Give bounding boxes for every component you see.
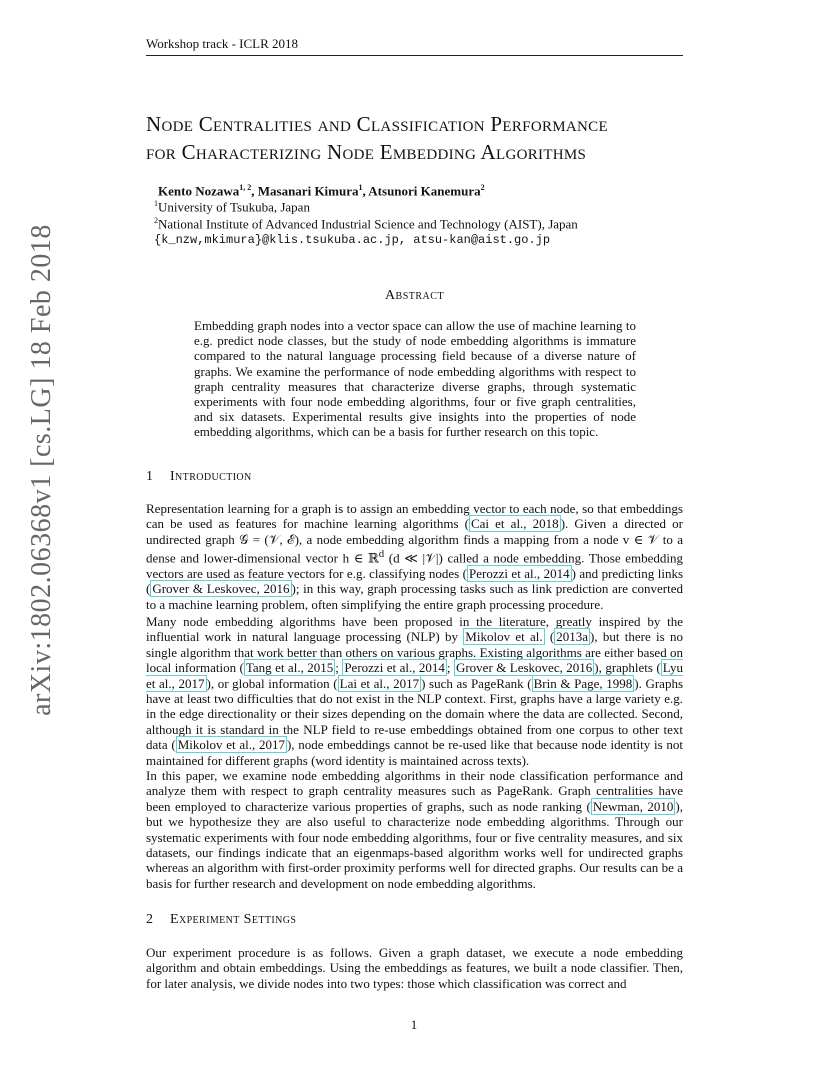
author-1: Kento Nozawa: [158, 183, 240, 199]
section-introduction-heading: [146, 469, 252, 485]
citation-link[interactable]: Mikolov et al.: [465, 629, 543, 645]
section-number: 2: [146, 912, 154, 927]
citation-link[interactable]: Grover & Leskovec, 2016: [152, 581, 290, 597]
paragraph-1: Representation learning for a graph is to assign an embedding vector to each node, so that embeddings can be used as features for machine learning algorithms ( Cai et al., 2018 ). Given a directed or undirected graph 𝒢 = (𝒱, ℰ), a node embedding algorithm finds a mapping from a node v ∈ 𝒱 to a dense and lower-dimensional vector h ∈ ℝ$^d$ (d ≪ |𝒱|) called a node embedding. Those embedding vectors are used as feature vectors for e.g. classifying nodes ( Perozzi et al., 2014 ) and predicting links ( Grover & Leskovec, 2016 ); in this way, graph processing tasks such as link prediction are converted to a machine learning problem, often simplifying the entire graph processing procedure.: [146, 501, 684, 612]
page-number: 1: [410, 1017, 418, 1032]
abstract-heading: Abstract: [384, 288, 445, 303]
section-number: 1: [146, 469, 154, 484]
running-header: Workshop track - ICLR 2018: [146, 36, 299, 51]
title-line-1: Node Centralities and Classification Performance: [146, 112, 608, 136]
title-line-2: for Characterizing Node Embedding Algorithms: [146, 140, 587, 164]
paragraph-3: In this paper, we examine node embedding algorithms in their node classification performance and analyze them with respect to graph centrality measures such as PageRank. Graph centralities have been employed to characterize various properties of graphs, such as node ranking ( Newman, 2010 ), but we hypothesize they are also useful to characterize node embedding algorithms. Through our systematic experiments with four node embedding algorithms, four or five centrality measures, and six datasets, our findings indicate that an eigenmaps-based algorithm works well for undirected graphs whereas an algorithm with first-order proximity performs well for directed graphs. Our results can be a basis for further research and development on node embedding algorithms.: [146, 768, 683, 891]
section-title: Experiment Settings: [170, 912, 297, 927]
section-title: Introduction: [170, 469, 252, 484]
affiliation-1: [154, 199, 310, 215]
citation-link[interactable]: Cai et al., 2018: [470, 516, 559, 532]
section-experiment-heading: [146, 912, 296, 928]
citation-link[interactable]: Lyu et al., 2017: [146, 660, 683, 691]
citation-link[interactable]: Perozzi et al., 2014: [469, 565, 570, 581]
affiliation-1-text: University of Tsukuba, Japan: [158, 199, 310, 215]
arxiv-identifier-text: arXiv:1802.06368v1 [cs.LG] 18 Feb 2018: [26, 224, 58, 716]
author-1-affil: 1, 2: [239, 183, 252, 192]
citation-link[interactable]: Tang et al., 2015: [245, 660, 334, 676]
citation-link[interactable]: Lai et al., 2017: [339, 675, 420, 691]
abstract-text: Embedding graph nodes into a vector space can allow the use of machine learning to e.g. predict node classes, but the study of node embedding algorithms is immature compared to the natural language processing field because of a diverse nature of graphs. We examine the performance of node embedding algorithms with respect to graph centrality measures that characterize diverse graphs, through systematic experiments with four node embedding algorithms, four or five graph centralities, and six datasets. Experimental results give insights into the properties of node embedding algorithms, which can be a basis for further research on this topic.: [194, 318, 636, 440]
author-list: Kento Nozawa$^{1, 2}$, Masanari Kimura$^1$, Atsunori Kanemura$^2$: [158, 183, 485, 199]
affiliation-2: [154, 216, 578, 232]
author-3-affil: 2: [480, 183, 485, 192]
affiliation-1-mark: 1: [154, 199, 158, 208]
author-2: Masanari Kimura: [257, 183, 359, 199]
citation-link[interactable]: Brin & Page, 1998: [533, 675, 633, 691]
citation-link[interactable]: Perozzi et al., 2014: [344, 660, 445, 676]
paragraph-4: Our experiment procedure is as follows. Given a graph dataset, we execute a node embedding algorithm and obtain embeddings. Using the embeddings as features, we built a node classifier. Then, for later analysis, we divide nodes into two types: those which classification was correct and: [146, 945, 683, 991]
citation-link[interactable]: Newman, 2010: [592, 798, 674, 814]
affiliation-2-mark: 2: [154, 216, 158, 225]
citation-link[interactable]: Grover & Leskovec, 2016: [455, 660, 593, 676]
author-emails: {k_nzw,mkimura}@klis.tsukuba.ac.jp, atsu-kan@aist.go.jp: [154, 233, 551, 247]
paragraph-2: Many node embedding algorithms have been proposed in the literature, greatly inspired by the influential work in natural language processing (NLP) by Mikolov et al. ( 2013a ), but there is no single algorithm that work better than others on various graphs. Existing algorithms are either based on local information ( Tang et al., 2015 ; Perozzi et al., 2014 ; Grover & Leskovec, 2016 ), graphlets ( Lyu et al., 2017 ), or global information ( Lai et al., 2017 ) such as PageRank ( Brin & Page, 1998 ). Graphs have at least two difficulties that do not exist in the NLP context. First, graphs have a large variety e.g. in the edge directionality or their sizes depending on the domain where the data are collected. Second, although it is standard in the NLP field to re-use embeddings obtained from one corpus to other text data ( Mikolov et al., 2017 ), node embeddings cannot be re-used like that because node identity is not maintained for different graphs (word identity is maintained across texts).: [146, 614, 684, 768]
arxiv-identifier: [22, 224, 62, 716]
header-rule: [146, 55, 683, 56]
affiliation-2-text: National Institute of Advanced Industrial Science and Technology (AIST), Japan: [158, 216, 578, 232]
author-3: Atsunori Kanemura: [368, 183, 481, 199]
paper-title: [146, 110, 706, 166]
citation-link[interactable]: Mikolov et al., 2017: [177, 737, 285, 753]
author-2-affil: 1: [358, 183, 363, 192]
citation-link[interactable]: 2013a: [556, 629, 589, 645]
